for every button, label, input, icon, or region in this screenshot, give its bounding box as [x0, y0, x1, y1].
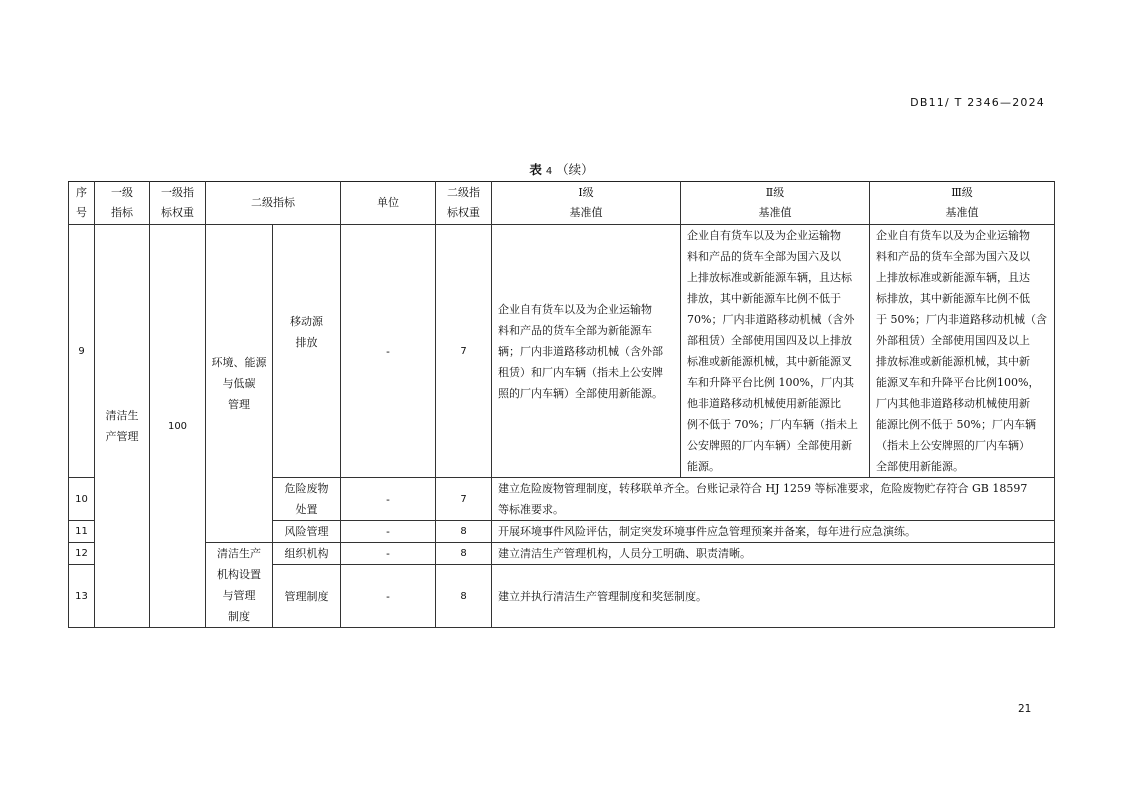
level2-item: 风险管理	[273, 521, 341, 543]
header-level2-weight: 二级指 标权重	[436, 182, 492, 225]
row-unit: -	[341, 543, 436, 565]
row-unit: -	[341, 478, 436, 521]
grade-2-value: 企业自有货车以及为企业运输物 料和产品的货车全部为国六及以 上排放标准或新能源车辆，且达标 排放，其中新能源车比例不低于 70%；厂内非道路移动机械（含外 部租赁）全部使用国四及以上排放 标准或新能源机械，其中新能源叉 车和升降平台比例 100%，厂内其 他非道路移动机械使用新能源比 例不低于 70%；厂内车辆（指未上 公安牌照的厂内车辆）全部使用新 能源。	[681, 225, 870, 478]
header-grade-3: Ⅲ级 基准值	[870, 182, 1055, 225]
header-level1-weight: 一级指 标权重	[150, 182, 206, 225]
caption-label: 表	[529, 162, 542, 177]
level2-item: 管理制度	[273, 565, 341, 628]
table-row	[69, 225, 1055, 478]
criteria-value: 建立清洁生产管理机构，人员分工明确、职责清晰。	[492, 543, 1055, 565]
level2-item: 组织机构	[273, 543, 341, 565]
criteria-value: 开展环境事件风险评估，制定突发环境事件应急管理预案并备案，每年进行应急演练。	[492, 521, 1055, 543]
level2-group: 清洁生产 机构设置 与管理 制度	[206, 543, 273, 628]
level2-item: 移动源 排放	[273, 225, 341, 478]
row-weight: 8	[436, 521, 492, 543]
row-seq: 13	[69, 565, 95, 628]
row-unit: -	[341, 521, 436, 543]
row-seq: 10	[69, 478, 95, 521]
level2-item: 危险废物 处置	[273, 478, 341, 521]
level1-indicator: 清洁生 产管理	[95, 225, 150, 628]
row-weight: 8	[436, 565, 492, 628]
row-weight: 7	[436, 225, 492, 478]
criteria-value: 建立危险废物管理制度，转移联单齐全。台账记录符合 HJ 1259 等标准要求，危险废物贮存符合 GB 18597 等标准要求。	[492, 478, 1055, 521]
row-unit: -	[341, 225, 436, 478]
row-weight: 8	[436, 543, 492, 565]
caption-number: 4	[545, 166, 553, 177]
table-caption	[0, 160, 1123, 178]
grade-3-value: 企业自有货车以及为企业运输物 料和产品的货车全部为国六及以 上排放标准或新能源车辆，且达 标排放，其中新能源车比例不低 于 50%；厂内非道路移动机械（含 外部租赁）全部使用国四及以上 排放标准或新能源机械，其中新 能源叉车和升降平台比例100%， 厂内其他非道路移动机械使用新 能源比例不低于 50%；厂内车辆 （指未上公安牌照的厂内车辆） 全部使用新能源。	[870, 225, 1055, 478]
header-level1-indicator: 一级 指标	[95, 182, 150, 225]
header-grade-2: Ⅱ级 基准值	[681, 182, 870, 225]
table-row	[69, 543, 1055, 565]
level1-weight: 100	[150, 225, 206, 628]
grade-1-value: 企业自有货车以及为企业运输物 料和产品的货车全部为新能源车 辆；厂内非道路移动机械（含外部 租赁）和厂内车辆（指未上公安牌 照的厂内车辆）全部使用新能源。	[492, 225, 681, 478]
level2-group: 环境、能源 与低碳 管理	[206, 225, 273, 543]
row-seq: 12	[69, 543, 95, 565]
standard-code: DB11/ T 2346—2024	[910, 96, 1045, 109]
row-seq: 11	[69, 521, 95, 543]
header-level2-indicator: 二级指标	[206, 182, 341, 225]
caption-suffix: （续）	[556, 162, 594, 177]
row-unit: -	[341, 565, 436, 628]
header-unit: 单位	[341, 182, 436, 225]
row-seq: 9	[69, 225, 95, 478]
header-row	[69, 182, 1055, 225]
header-seq: 序 号	[69, 182, 95, 225]
page-number: 21	[1018, 703, 1032, 715]
criteria-value: 建立并执行清洁生产管理制度和奖惩制度。	[492, 565, 1055, 628]
header-grade-1: Ⅰ级 基准值	[492, 182, 681, 225]
benchmark-table	[68, 181, 1055, 628]
row-weight: 7	[436, 478, 492, 521]
